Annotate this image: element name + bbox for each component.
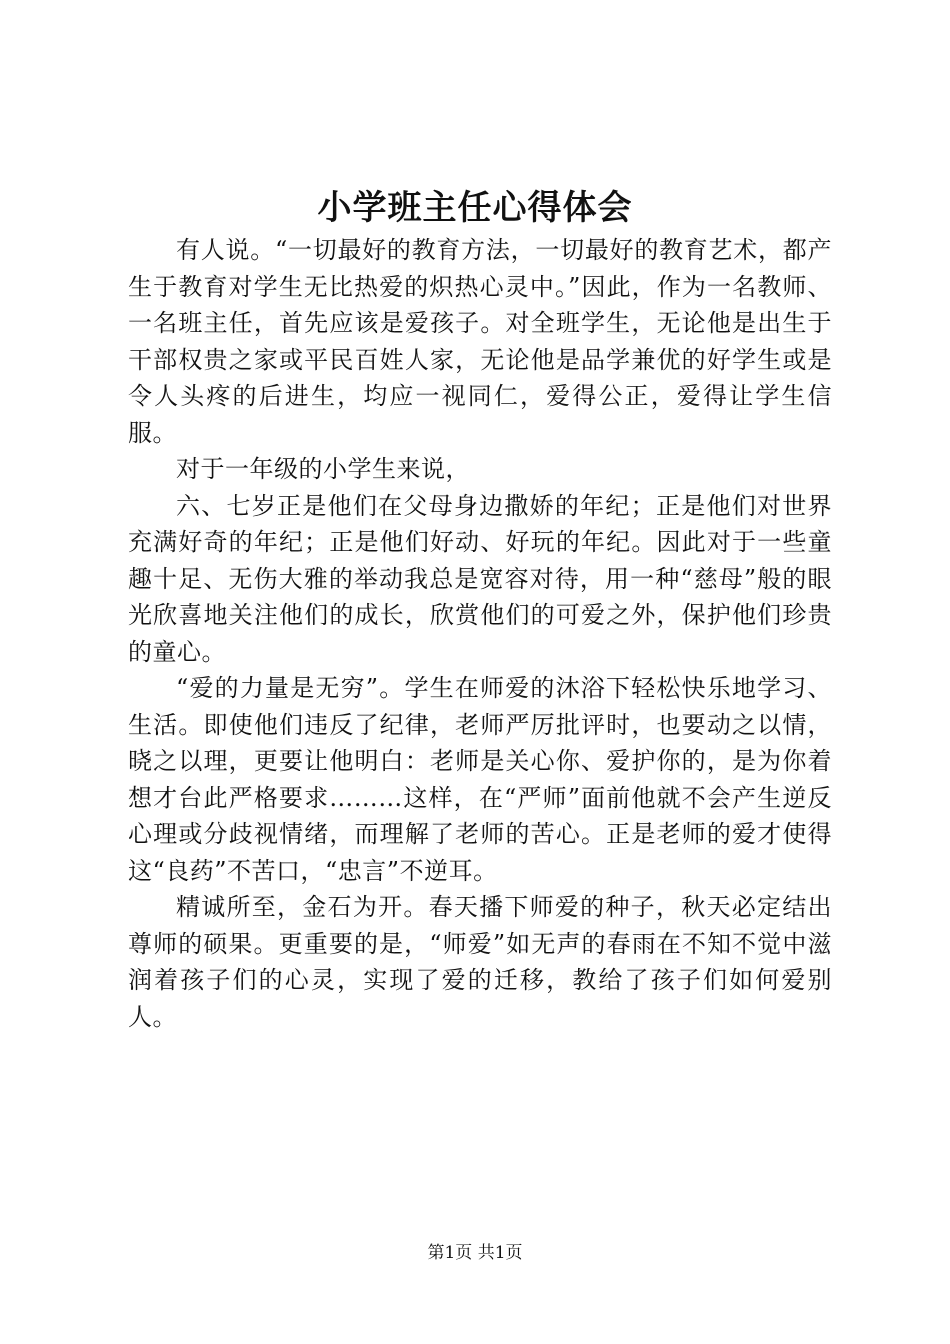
document-title: 小学班主任心得体会: [317, 188, 633, 228]
paragraph-2: 对于一年级的小学生来说，: [176, 455, 470, 483]
paragraph-4: “爱的力量是无穷”。学生在师爱的沐浴下轻松快乐地学习、生活。即使他们违反了纪律，老师严厉批评时，也要动之以情，晓之以理，更要让他明白：老师是关心你、爱护你的，是为你着想才台此严格要求………这样，在“严师”面前他就不会产生逆反心理或分歧视情绪，而理解了老师的苦心。正是老师的爱才使得这“良药”不苦口，“忠言”不逆耳。: [128, 674, 832, 885]
paragraph-1: 有人说。“一切最好的教育方法，一切最好的教育艺术，都产生于教育对学生无比热爱的炽热心灵中。”因此，作为一名教师、一名班主任，首先应该是爱孩子。对全班学生，无论他是出生于干部权贵之家或平民百姓人家，无论他是品学兼优的好学生或是令人头疼的后进生，均应一视同仁，爱得公正，爱得让学生信服。: [128, 236, 832, 447]
document-body: [128, 232, 832, 1035]
page-number-footer: 第1页 共1页: [427, 1243, 523, 1263]
paragraph-5: 精诚所至，金石为开。春天播下师爱的种子，秋天必定结出尊师的硕果。更重要的是，“师爱”如无声的春雨在不知不觉中滋润着孩子们的心灵，实现了爱的迁移，教给了孩子们如何爱别人。: [128, 893, 832, 1031]
paragraph-3: 六、七岁正是他们在父母身边撒娇的年纪；正是他们对世界充满好奇的年纪；正是他们好动、好玩的年纪。因此对于一些童趣十足、无伤大雅的举动我总是宽容对待，用一种“慈母”般的眼光欣喜地关注他们的成长，欣赏他们的可爱之外，保护他们珍贵的童心。: [128, 491, 832, 666]
